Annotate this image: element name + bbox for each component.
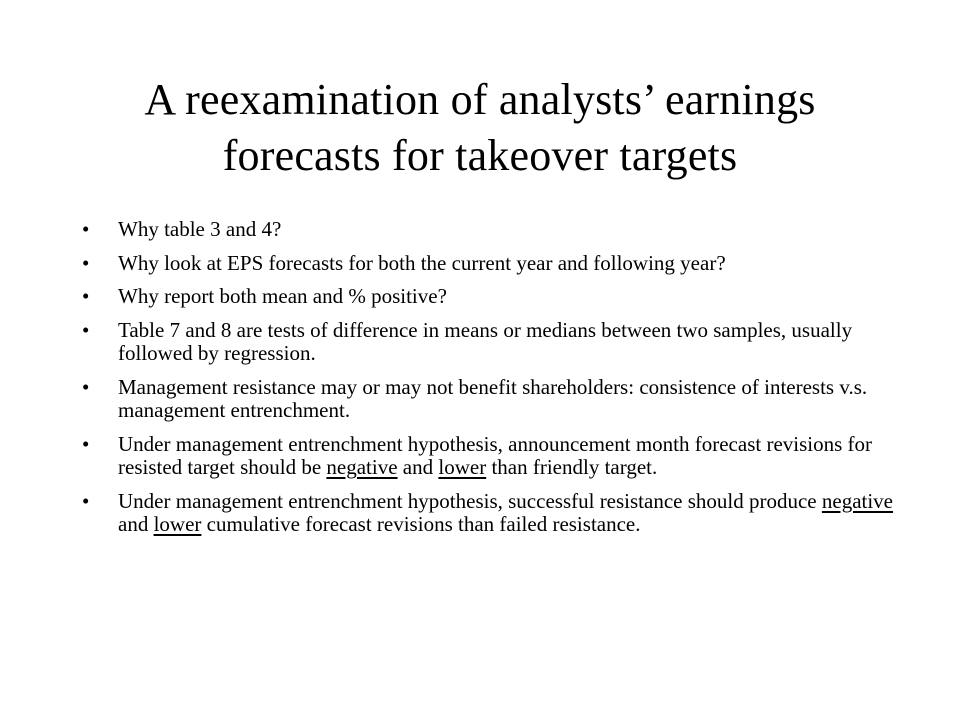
bullet-icon: • <box>82 374 90 399</box>
bullet-text <box>118 489 893 537</box>
bullet-text-part: cumulative forecast revisions than failed resistance. <box>201 512 641 536</box>
bullet-text-part: and <box>397 455 439 479</box>
bullet-text: Why look at EPS forecasts for both the current year and following year? <box>118 250 726 275</box>
bullet-text-part: Under management entrenchment hypothesis, announcement month forecast revisions for resisted target should be <box>118 431 873 479</box>
bullet-icon: • <box>82 250 90 275</box>
bullet-text: Why table 3 and 4? <box>118 217 282 241</box>
bullet-text: Management resistance may or may not benefit shareholders: consistence of interests v.s. management entrenchment. <box>118 374 868 422</box>
bullet-icon: • <box>82 317 90 342</box>
slide-title-line-1: A reexamination of analysts’ earnings <box>144 75 816 124</box>
bullet-icon: • <box>82 488 90 513</box>
bullet-item-1 <box>82 218 902 242</box>
bullet-icon: • <box>82 431 90 456</box>
bullet-text: Why report both mean and % positive? <box>118 284 447 308</box>
slide-title <box>60 72 900 184</box>
underlined-word: lower <box>153 512 202 536</box>
bullet-item-7 <box>82 490 902 537</box>
bullet-item-2 <box>82 252 902 276</box>
bullet-text <box>118 432 872 480</box>
bullet-item-6 <box>82 433 902 480</box>
underlined-word: lower <box>438 455 487 479</box>
bullet-text: Table 7 and 8 are tests of difference in means or medians between two samples, usually followed by regression. <box>118 317 853 365</box>
bullet-list <box>82 218 902 547</box>
bullet-item-4 <box>82 319 902 366</box>
bullet-text-part: than friendly target. <box>486 455 658 479</box>
bullet-text-part: and <box>118 512 154 536</box>
bullet-icon: • <box>82 217 90 241</box>
bullet-icon: • <box>82 284 90 308</box>
underlined-word: negative <box>326 455 398 479</box>
bullet-text-part: Under management entrenchment hypothesis, successful resistance should produce <box>118 488 822 513</box>
underlined-word: negative <box>821 488 894 513</box>
bullet-item-3 <box>82 285 902 309</box>
bullet-item-5 <box>82 376 902 423</box>
slide-title-line-2: forecasts for takeover targets <box>222 131 738 180</box>
